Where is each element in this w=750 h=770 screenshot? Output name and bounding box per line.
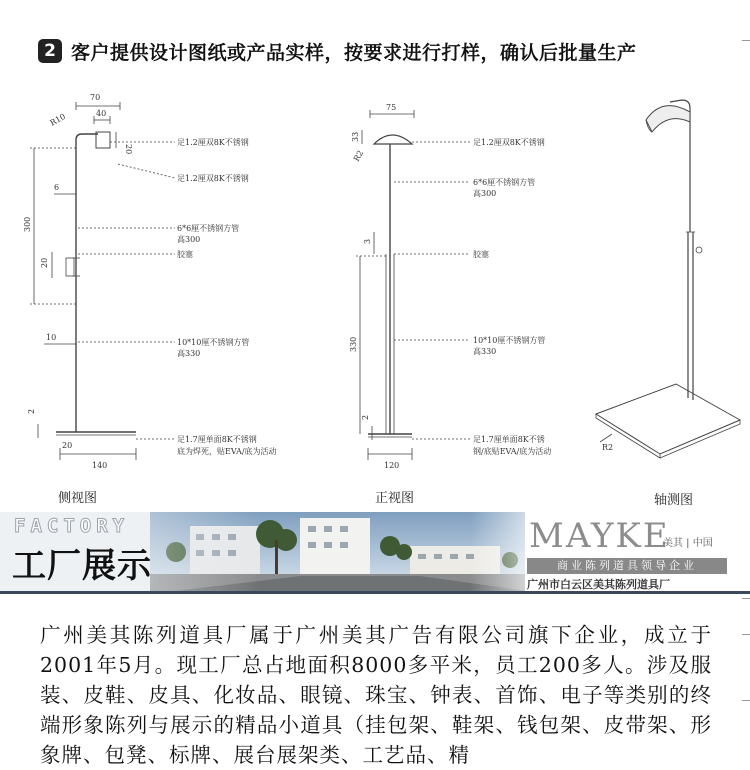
factory-chinese-title: 工厂展示 (12, 546, 152, 586)
side-note-arm: 足1.2厘双8K不锈钢 (177, 174, 249, 183)
side-dim-20-head: 20 (124, 144, 133, 155)
front-dim-75: 75 (386, 103, 397, 112)
front-dim-3: 3 (363, 238, 372, 244)
front-note-upper-height: 高300 (473, 189, 497, 198)
side-note-upper-height: 高300 (177, 235, 201, 244)
step-number-badge: 2 (38, 39, 62, 63)
side-note-base-2: 底为焊死，贴EVA/底为活动 (177, 447, 277, 456)
side-view-label: 侧视图 (58, 491, 98, 506)
front-note-base-2: 钢/底贴EVA/底为活动 (473, 447, 552, 456)
brand-logo: MAYKE (529, 516, 670, 556)
company-intro-text: 广州美其陈列道具厂属于广州美其广告有限公司旗下企业，成立于2001年5月。现工厂总占地面积8000多平米，员工200多人。涉及服装、皮鞋、皮具、化妆品、眼镜、珠宝、钟表、首饰、电子等类别的终端形象陈列与展示的精品小道具（挂包架、鞋架、钱包架、皮带架、形象牌、包凳、标牌、展台展架类、工艺品、精 (40, 623, 712, 767)
front-note-plug: 胶塞 (473, 250, 489, 259)
side-dim-70: 70 (90, 93, 101, 102)
front-note-upper: 6*6厘不锈钢方管 (473, 178, 536, 187)
edge-mark (742, 40, 750, 41)
axo-dim-r2: R2 (602, 443, 614, 452)
technical-drawing (0, 82, 750, 512)
brand-block (527, 516, 750, 594)
brand-address: 广州市白云区美其陈列道具厂 (527, 578, 670, 591)
front-note-lower-height: 高330 (473, 347, 497, 356)
side-note-top: 足1.2厘双8K不锈钢 (177, 138, 249, 147)
edge-mark (742, 634, 750, 635)
brand-slogan: 商业陈列道具领导企业 (527, 558, 727, 574)
front-dim-r2: R2 (351, 148, 366, 163)
front-dim-33: 33 (351, 131, 360, 142)
front-view-label: 正视图 (375, 491, 415, 506)
side-dim-20-base: 20 (62, 441, 73, 450)
side-note-base: 足1.7厘单面8K不锈钢 (177, 435, 257, 444)
front-dim-2: 2 (361, 414, 370, 420)
side-dim-2: 2 (27, 408, 36, 414)
front-note-cap: 足1.2厘双8K不锈钢 (473, 138, 545, 147)
side-note-plug: 胶塞 (177, 250, 193, 259)
axo-view-label: 轴测图 (654, 493, 694, 508)
step-title: 客户提供设计图纸或产品实样，按要求进行打样，确认后批量生产 (71, 41, 637, 64)
edge-mark (742, 700, 750, 701)
side-dim-6: 6 (54, 183, 60, 192)
brand-subtitle: 美其 | 中国 (663, 538, 713, 549)
edge-mark (742, 598, 750, 599)
side-dim-r10: R10 (48, 111, 68, 128)
step-header (38, 36, 637, 66)
side-dim-40: 40 (96, 109, 107, 118)
front-dim-330: 330 (349, 336, 358, 352)
factory-banner (0, 512, 750, 594)
side-dim-10: 10 (46, 333, 57, 342)
side-dim-140: 140 (92, 461, 108, 470)
side-note-upper: 6*6厘不锈钢方管 (177, 224, 240, 233)
front-dim-120: 120 (384, 461, 400, 470)
side-note-lower-height: 高330 (177, 349, 201, 358)
banner-divider (0, 591, 750, 594)
side-dim-300: 300 (23, 216, 32, 232)
side-note-lower: 10*10厘不锈钢方管 (177, 338, 250, 347)
factory-english-title: FACTORY (14, 515, 130, 537)
side-dim-20-joint: 20 (40, 257, 49, 268)
front-note-base: 足1.7厘单面8K不锈 (473, 435, 545, 444)
front-note-lower: 10*10厘不锈钢方管 (473, 336, 546, 345)
